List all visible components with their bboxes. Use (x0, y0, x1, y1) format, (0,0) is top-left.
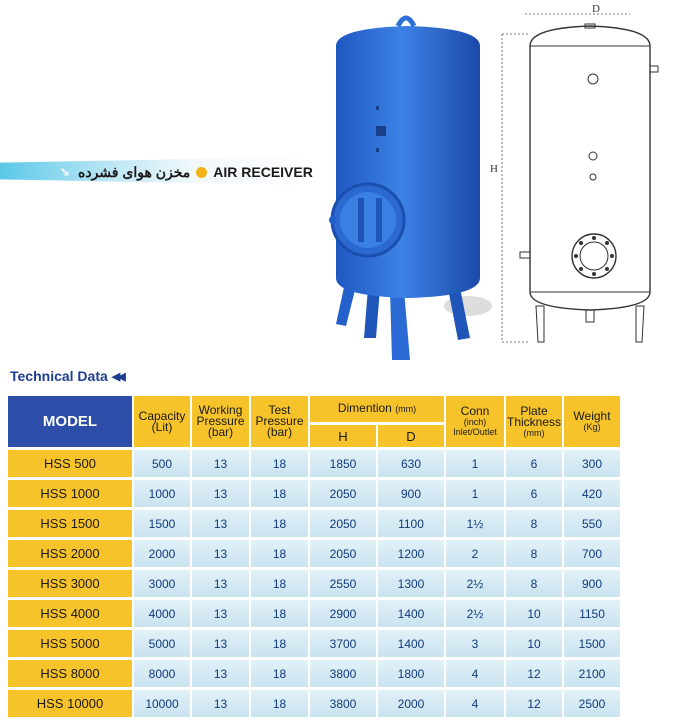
banner-title (78, 162, 313, 182)
cell-test: 18 (251, 630, 310, 657)
double-arrow-icon: ◀◀ (111, 370, 123, 383)
cell-model: HSS 2000 (8, 540, 134, 567)
cell-model: HSS 500 (8, 450, 134, 477)
cell-working: 13 (192, 630, 251, 657)
cell-weight: 1150 (564, 600, 622, 627)
table-row (8, 540, 622, 567)
cell-h: 2050 (310, 480, 378, 507)
table-row (8, 630, 622, 657)
cell-model: HSS 8000 (8, 660, 134, 687)
cell-working: 13 (192, 690, 251, 717)
cell-working: 13 (192, 570, 251, 597)
technical-data-table (8, 393, 622, 720)
cell-capacity: 3000 (134, 570, 192, 597)
column-header-conn: Conn (inch) Inlet/Outlet (446, 396, 506, 447)
cell-weight: 700 (564, 540, 622, 567)
cell-h: 2050 (310, 510, 378, 537)
cell-test: 18 (251, 660, 310, 687)
column-header-dimention: Dimention (mm) (310, 396, 446, 422)
cell-conn: 2 (446, 540, 506, 567)
cell-h: 2900 (310, 600, 378, 627)
cell-h: 2550 (310, 570, 378, 597)
table-row (8, 570, 622, 597)
cell-d: 630 (378, 450, 446, 477)
cell-plate: 6 (506, 480, 564, 507)
column-header-model: MODEL (8, 396, 134, 447)
cell-d: 900 (378, 480, 446, 507)
cell-test: 18 (251, 510, 310, 537)
cell-weight: 300 (564, 450, 622, 477)
column-header-plate-thickness: Plate Thickness (mm) (506, 396, 564, 447)
table-row (8, 510, 622, 537)
cell-d: 1300 (378, 570, 446, 597)
column-header-d: D (378, 425, 446, 447)
cell-test: 18 (251, 600, 310, 627)
cell-d: 1100 (378, 510, 446, 537)
cell-working: 13 (192, 510, 251, 537)
column-header-working-pressure: Working Pressure (bar) (192, 396, 251, 447)
table-row (8, 690, 622, 717)
banner-title-fa: مخزن هوای فشرده (78, 163, 191, 180)
cell-working: 13 (192, 480, 251, 507)
cell-conn: 4 (446, 690, 506, 717)
cell-test: 18 (251, 480, 310, 507)
column-header-test-pressure: Test Pressure (bar) (251, 396, 310, 447)
technical-data-title: Technical Data (10, 368, 108, 384)
cell-model: HSS 10000 (8, 690, 134, 717)
cell-h: 2050 (310, 540, 378, 567)
dimension-h-label: H (490, 163, 498, 175)
cell-conn: 3 (446, 630, 506, 657)
cell-model: HSS 1000 (8, 480, 134, 507)
technical-data-heading (10, 368, 123, 384)
cell-conn: 1 (446, 480, 506, 507)
cell-conn: 4 (446, 660, 506, 687)
cell-plate: 10 (506, 630, 564, 657)
bullet-dot-icon (196, 167, 207, 178)
cell-weight: 1500 (564, 630, 622, 657)
cell-d: 1400 (378, 630, 446, 657)
cell-working: 13 (192, 450, 251, 477)
cell-h: 3800 (310, 690, 378, 717)
air-receiver-tank-image (318, 8, 498, 363)
cell-weight: 900 (564, 570, 622, 597)
cell-capacity: 1500 (134, 510, 192, 537)
cell-capacity: 8000 (134, 660, 192, 687)
cell-test: 18 (251, 570, 310, 597)
cell-working: 13 (192, 660, 251, 687)
table-row (8, 480, 622, 507)
cell-working: 13 (192, 540, 251, 567)
air-receiver-banner (0, 155, 325, 189)
cell-test: 18 (251, 540, 310, 567)
arrow-icon: ➘ (60, 165, 71, 179)
cell-capacity: 5000 (134, 630, 192, 657)
cell-test: 18 (251, 450, 310, 477)
cell-plate: 8 (506, 540, 564, 567)
cell-conn: 2½ (446, 570, 506, 597)
cell-capacity: 1000 (134, 480, 192, 507)
column-header-capacity: Capacity (Lit) (134, 396, 192, 447)
cell-d: 1200 (378, 540, 446, 567)
cell-weight: 2500 (564, 690, 622, 717)
cell-model: HSS 1500 (8, 510, 134, 537)
tank-technical-drawing (490, 4, 680, 349)
dimension-d-label: D (592, 4, 600, 15)
cell-plate: 12 (506, 660, 564, 687)
cell-model: HSS 5000 (8, 630, 134, 657)
cell-d: 1800 (378, 660, 446, 687)
cell-h: 3700 (310, 630, 378, 657)
cell-capacity: 2000 (134, 540, 192, 567)
column-header-h: H (310, 425, 378, 447)
cell-working: 13 (192, 600, 251, 627)
cell-weight: 2100 (564, 660, 622, 687)
cell-h: 3800 (310, 660, 378, 687)
column-header-weight: Weight (Kg) (564, 396, 622, 447)
cell-weight: 550 (564, 510, 622, 537)
cell-d: 2000 (378, 690, 446, 717)
banner-title-en: AIR RECEIVER (213, 164, 313, 180)
cell-plate: 12 (506, 690, 564, 717)
cell-d: 1400 (378, 600, 446, 627)
table-row (8, 450, 622, 477)
cell-plate: 10 (506, 600, 564, 627)
cell-capacity: 10000 (134, 690, 192, 717)
cell-model: HSS 4000 (8, 600, 134, 627)
cell-conn: 1 (446, 450, 506, 477)
cell-plate: 8 (506, 510, 564, 537)
cell-capacity: 4000 (134, 600, 192, 627)
cell-capacity: 500 (134, 450, 192, 477)
cell-weight: 420 (564, 480, 622, 507)
table-row (8, 600, 622, 627)
cell-h: 1850 (310, 450, 378, 477)
cell-test: 18 (251, 690, 310, 717)
cell-conn: 2½ (446, 600, 506, 627)
table-row (8, 660, 622, 687)
cell-plate: 6 (506, 450, 564, 477)
cell-plate: 8 (506, 570, 564, 597)
cell-conn: 1½ (446, 510, 506, 537)
cell-model: HSS 3000 (8, 570, 134, 597)
